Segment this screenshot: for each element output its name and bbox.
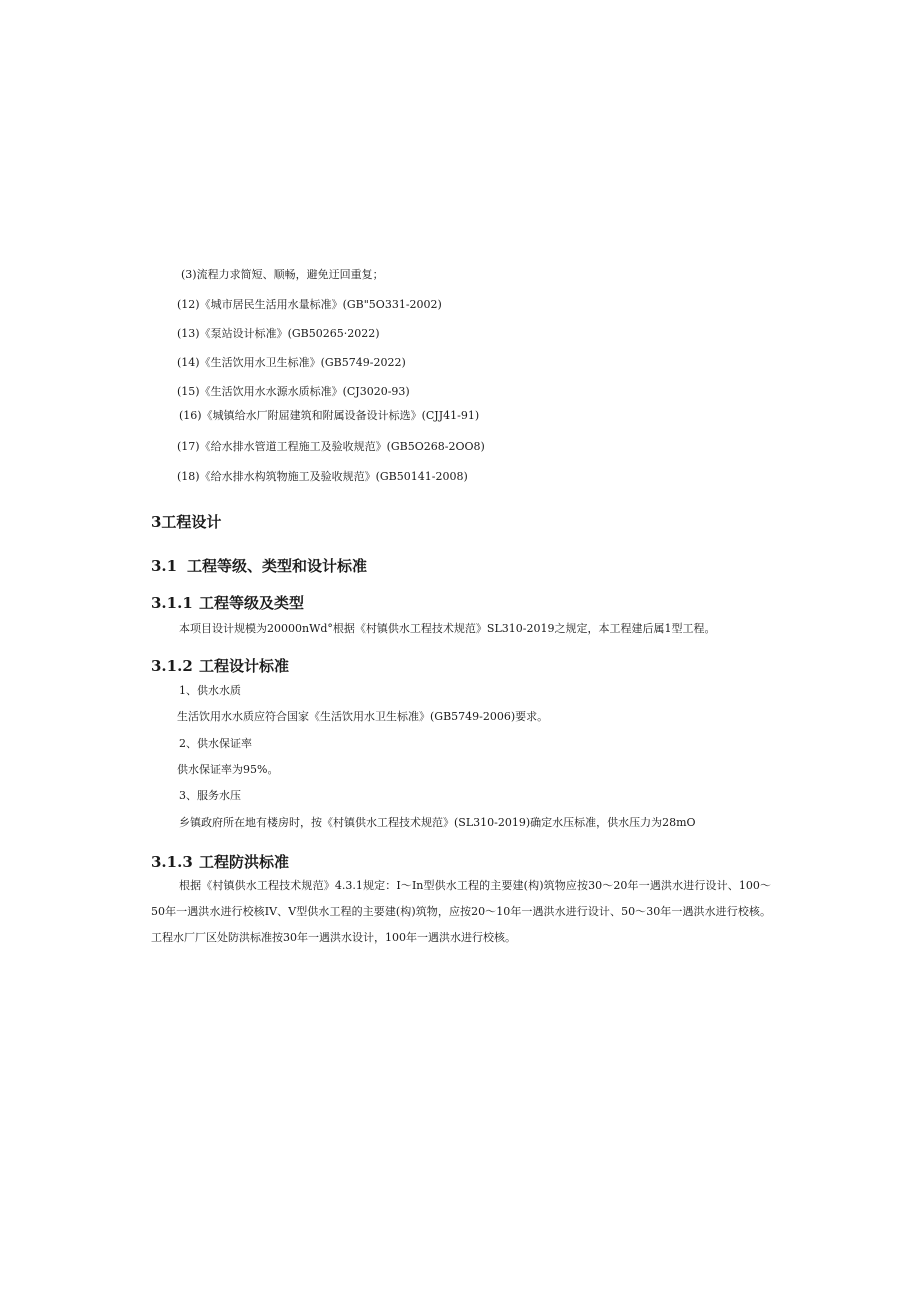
list-item: (14)《生活饮用水卫生标准》(GB5749-2022) (177, 356, 406, 369)
paragraph: 本项目设计规模为20000nWd°根据《村镇供水工程技术规范》SL310-2019之规定，本工程建后属1型工程。 (179, 622, 716, 635)
paragraph: 供水保证率为95%。 (177, 763, 279, 776)
section-heading-3: 3工程设计 (151, 513, 222, 531)
list-item: (3)流程力求简短、顺畅，避免迂回重复； (181, 268, 384, 281)
section-heading-3-1-2 (151, 655, 289, 676)
list-item: (17)《给水排水管道工程施工及验收规范》(GB5O268-2OO8) (177, 440, 485, 453)
section-title: 工程设计标准 (199, 657, 290, 675)
paragraph: 乡镇政府所在地有楼房时，按《村镇供水工程技术规范》(SL310-2019)确定水压标准，供水压力为28mO (179, 816, 696, 829)
list-item: (16)《城镇给水厂附屈建筑和附属设备设计标选》(CJJ41-91) (179, 409, 480, 422)
paragraph: 2、供水保证率 (179, 737, 252, 750)
section-number: 3.1 (151, 557, 178, 575)
section-heading-3-1-1 (151, 592, 304, 613)
list-item: (15)《生活饮用水水源水质标准》(CJ3020-93) (177, 385, 410, 398)
section-number: 3.1.2 (151, 657, 193, 675)
section-title: 工程等级及类型 (199, 594, 305, 612)
section-title: 工程等级、类型和设计标准 (187, 557, 368, 575)
paragraph: 生活饮用水水质应符合国家《生活饮用水卫生标准》(GB5749-2006)要求。 (177, 710, 549, 723)
section-number: 3.1.3 (151, 853, 193, 871)
list-item: (18)《给水排水构筑物施工及验收规范》(GB50141-2008) (177, 470, 468, 483)
paragraph: 根据《村镇供水工程技术规范》4.3.1规定：I～In型供水工程的主要建(构)筑物应按30～20年一遇洪水进行设计、100～50年一遇洪水进行校核IV、V型供水工程的主要建(构)筑物，应按20～10年一遇洪水进行设计、50～30年一遇洪水进行校核。工程水厂厂区处防洪标准按30年一遇洪水设计，100年一遇洪水进行校核。 (151, 879, 771, 944)
paragraph: 3、服务水压 (179, 789, 241, 802)
section-heading-3-1-3 (151, 851, 289, 872)
list-item: (13)《泵站设计标准》(GB50265·2022) (177, 327, 380, 340)
section-heading-3-1 (151, 555, 367, 576)
list-item: (12)《城市居民生活用水量标准》(GB"5O331-2002) (177, 298, 442, 311)
section-number: 3.1.1 (151, 594, 193, 612)
paragraph: 1、供水水质 (179, 684, 241, 697)
section-title: 工程防洪标准 (199, 853, 290, 871)
